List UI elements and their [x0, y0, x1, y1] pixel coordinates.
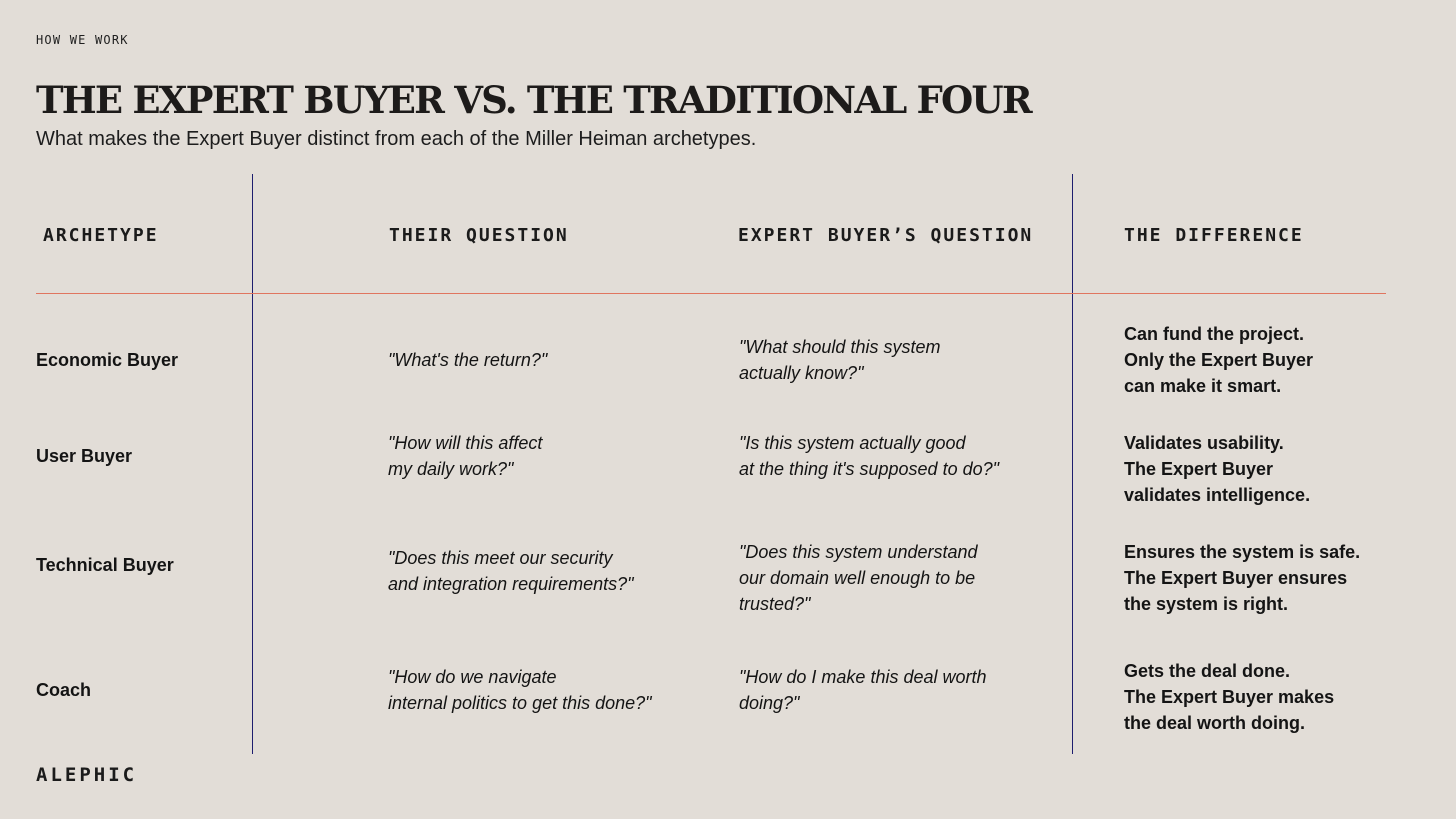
- cell-line: "How do we navigate: [388, 667, 557, 687]
- cell-line: "Does this meet our security: [388, 548, 613, 568]
- cell-line: Validates usability.: [1124, 433, 1284, 453]
- column-rule-left: [252, 174, 253, 754]
- column-rule-right: [1072, 174, 1073, 754]
- their-question-cell: [388, 545, 634, 597]
- cell-line: and integration requirements?": [388, 574, 634, 594]
- cell-line: Ensures the system is safe.: [1124, 542, 1361, 562]
- cell-line: validates intelligence.: [1124, 485, 1311, 505]
- expert-question-cell: [739, 430, 999, 482]
- cell-line: "Does this system understand: [739, 542, 978, 562]
- archetype-cell: Economic Buyer: [36, 350, 179, 370]
- cell-line: "How do I make this deal worth: [739, 667, 987, 687]
- their-question-cell: [388, 347, 547, 373]
- cell-line: The Expert Buyer makes: [1124, 687, 1335, 707]
- difference-cell: [1124, 321, 1313, 399]
- cell-line: The Expert Buyer ensures: [1124, 568, 1348, 588]
- page-title: THE EXPERT BUYER VS. THE TRADITIONAL FOUR: [36, 78, 1031, 122]
- cell-line: Gets the deal done.: [1124, 661, 1291, 681]
- difference-cell: [1124, 658, 1334, 736]
- cell-line: our domain well enough to be: [739, 568, 976, 588]
- expert-question-cell: [739, 664, 987, 716]
- difference-cell: [1124, 539, 1360, 617]
- cell-line: "How will this affect: [388, 433, 543, 453]
- column-header-archetype: ARCHETYPE: [43, 225, 159, 246]
- cell-line: Only the Expert Buyer: [1124, 350, 1314, 370]
- cell-line: the system is right.: [1124, 594, 1289, 614]
- page-subtitle: What makes the Expert Buyer distinct from each of the Miller Heiman archetypes.: [36, 128, 757, 150]
- cell-line: "What's the return?": [388, 350, 548, 370]
- cell-line: doing?": [739, 693, 800, 713]
- their-question-cell: [388, 430, 542, 482]
- archetype-cell: Technical Buyer: [36, 555, 174, 575]
- brand-logo: ALEPHIC: [36, 764, 138, 786]
- cell-line: internal politics to get this done?": [388, 693, 652, 713]
- cell-line: "What should this system: [739, 337, 941, 357]
- expert-question-cell: [739, 334, 940, 386]
- header-divider: [36, 293, 1386, 294]
- cell-line: my daily work?": [388, 459, 514, 479]
- cell-line: the deal worth doing.: [1124, 713, 1305, 733]
- cell-line: Can fund the project.: [1124, 324, 1304, 344]
- cell-line: actually know?": [739, 363, 864, 383]
- cell-line: "Is this system actually good: [739, 433, 966, 453]
- cell-line: at the thing it's supposed to do?": [739, 459, 1000, 479]
- cell-line: can make it smart.: [1124, 376, 1282, 396]
- their-question-cell: [388, 664, 652, 716]
- cell-line: The Expert Buyer: [1124, 459, 1274, 479]
- archetype-cell: User Buyer: [36, 446, 133, 466]
- column-header-their-question: THEIR QUESTION: [389, 225, 569, 246]
- cell-line: trusted?": [739, 594, 811, 614]
- archetype-cell: Coach: [36, 680, 92, 700]
- difference-cell: [1124, 430, 1310, 508]
- eyebrow-label: HOW WE WORK: [36, 33, 129, 47]
- expert-question-cell: [739, 539, 978, 617]
- column-header-difference: THE DIFFERENCE: [1124, 225, 1304, 246]
- column-header-expert-question: EXPERT BUYER’S QUESTION: [738, 225, 1034, 246]
